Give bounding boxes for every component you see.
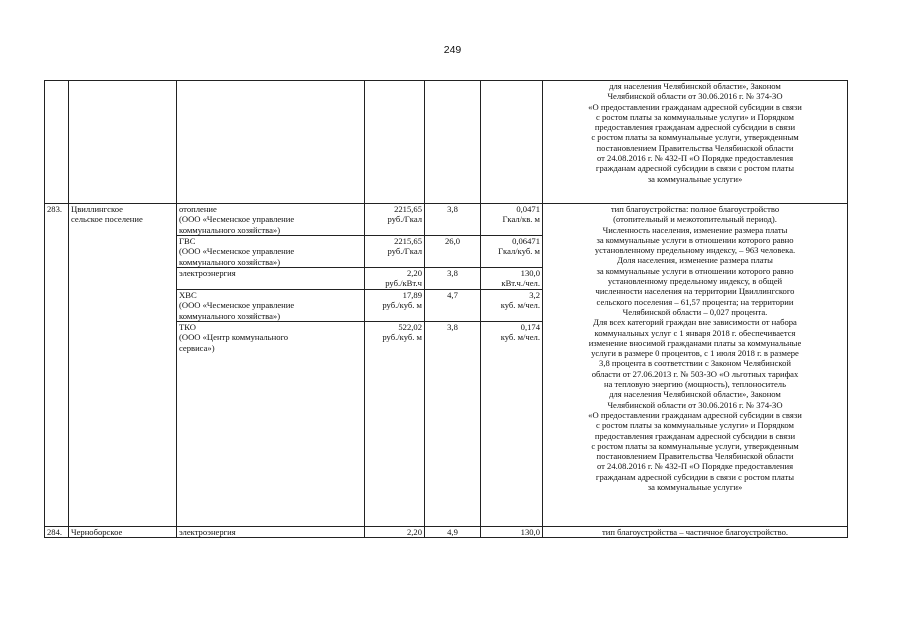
index-percent: 3,8 [425,322,481,527]
settlement-name: Цвиллингское сельское поселение [69,204,177,527]
norm-value: 130,0 кВт.ч./чел. [481,268,543,290]
cell-norm [481,81,543,204]
cell-tariff [365,81,425,204]
index-percent: 4,9 [425,527,481,538]
table-row-283 [45,204,848,236]
page-number: 249 [443,44,462,56]
settlement-name: Черноборское [69,527,177,538]
cell-pct [425,81,481,204]
norm-value: 130,0 [481,527,543,538]
tariff-table [44,80,848,538]
row-description: тип благоустройства: полное благоустройство (отопительный и межотопительный период). Численность населения, изменение размера платы за коммунальные услуги в отношении которого равно установленному предельному индексу, – 963 человека. Доля населения, изменение размера платы за коммунальные услуги в отношении которого равно установленному предельному индексу, в общей численности населения на территории Цвиллингского сельского поселения – 61,57 процента; на территории Челябинской области – 0,027 процента. Для всех категорий граждан вне зависимости от набора коммунальных услуг с 1 января 2018 г. обеспечивается изменение вносимой гражданами платы за коммунальные услуги в размере 0 процентов, с 1 июля 2018 г. в размере 3,8 процента в соответствии с Законом Челябинской области от 27.06.2013 г. № 503-ЗО «О льготных тарифах на тепловую энергию (мощность), теплоноситель для населения Челябинской области», Законом Челябинской области от 30.06.2016 г. № 374-ЗО «О предоставлении гражданам адресной субсидии в связи с ростом платы за коммунальные услуги» и Порядком предоставления гражданам адресной субсидии в связи с ростом платы за коммунальные услуги, утвержденным постановлением Правительства Челябинской области от 24.08.2016 г. № 432-П «О Порядке предоставления гражданам адресной субсидии в связи с ростом платы за коммунальные услуги» [543,204,848,527]
row-description: тип благоустройства – частичное благоустройство. [543,527,848,538]
norm-value: 0,174 куб. м/чел. [481,322,543,527]
norm-value: 0,0471 Гкал/кв. м [481,204,543,236]
service-name: электроэнергия [177,268,365,290]
table-row-continuation [45,81,848,204]
tariff-value: 522,02 руб./куб. м [365,322,425,527]
service-name: ТКО (ООО «Центр коммунального сервиса») [177,322,365,527]
row-number: 283. [45,204,69,527]
cell-name [69,81,177,204]
tariff-value: 2,20 руб./кВт.ч [365,268,425,290]
cell-service [177,81,365,204]
tariff-value: 2215,65 руб./Гкал [365,204,425,236]
cell-description: для населения Челябинской области», Законом Челябинской области от 30.06.2016 г. № 374-ЗО «О предоставлении гражданам адресной субсидии в связи с ростом платы за коммунальные услуги» и Порядком предоставления гражданам адресной субсидии в связи с ростом платы за коммунальные услуги, утвержденным постановлением Правительства Челябинской области от 24.08.2016 г. № 432-П «О Порядке предоставления гражданам адресной субсидии в связи с ростом платы за коммунальные услуги» [543,81,848,204]
service-name: электроэнергия [177,527,365,538]
service-name: отопление (ООО «Чесменское управление коммунального хозяйства») [177,204,365,236]
index-percent: 3,8 [425,268,481,290]
service-name: ГВС (ООО «Чесменское управление коммунального хозяйства») [177,236,365,268]
tariff-value: 2,20 [365,527,425,538]
service-name: ХВС (ООО «Чесменское управление коммунального хозяйства») [177,290,365,322]
norm-value: 0,06471 Гкал/куб. м [481,236,543,268]
table-row-284 [45,527,848,538]
index-percent: 26,0 [425,236,481,268]
index-percent: 3,8 [425,204,481,236]
row-number: 284. [45,527,69,538]
tariff-value: 17,89 руб./куб. м [365,290,425,322]
index-percent: 4,7 [425,290,481,322]
tariff-value: 2215,65 руб./Гкал [365,236,425,268]
norm-value: 3,2 куб. м/чел. [481,290,543,322]
cell-num [45,81,69,204]
